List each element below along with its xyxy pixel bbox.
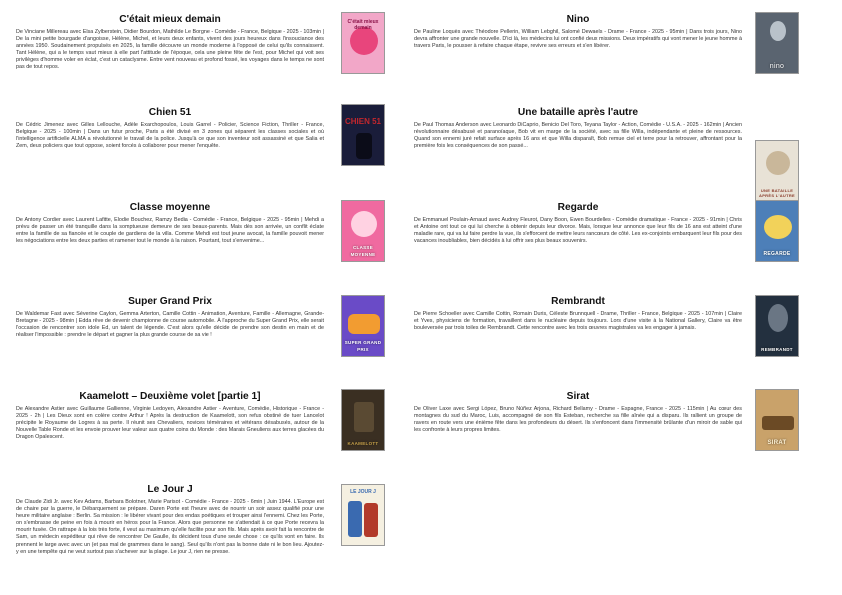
poster-title: SUPER GRAND PRIX	[344, 340, 382, 352]
film-title: Rembrandt	[551, 296, 605, 307]
film-description: De Pauline Loquès avec Théodore Pellerin, William Lebghil, Salomé Dewaels - Drame - France - 2025 - 95min | Dans trois jours, Nino devra affronter une grande nouvelle. D'ici là, les médecins lui ont confié deux missions. Deux impératifs qui vont mener le jeune homme à travers Paris, le pousser à refaire chaque étape, revivre ses erreurs et s'en libérer.	[414, 29, 742, 50]
film-description: De Emmanuel Poulain-Arnaud avec Audrey Fleurot, Dany Boon, Ewen Bourdelles - Comédie dramatique - France - 2025 - 91min | Chris et Antoine ont tout ce qui lui cherche à obtenir depuis leur divorce. Mais, lorsque leur annonce que leur fils de 16 ans est atteint d'une maladie rare, qui va lui faire perdre la vue, ils s'efforcent de mettre leurs rancœurs de côté. Les ex-conjoints embarquent leur fils pour des vacances inoubliables, bien décidés à lui offrir ses plus beaux souvenirs.	[414, 217, 742, 245]
poster-figure	[762, 416, 794, 430]
film-title: Classe moyenne	[129, 202, 211, 213]
poster-figure	[350, 27, 378, 55]
poster-title: KAAMELOTT	[347, 441, 379, 446]
poster-title: SIRAT	[767, 440, 787, 446]
film-entry	[414, 296, 742, 347]
film-description: De Antony Cordier avec Laurent Lafitte, Élodie Bouchez, Ramzy Bedia - Comédie - France, Belgique - 2025 - 95min | Mehdi a prévu de passer un été tranquille dans la somptueuse demeure de ses beaux-parents. Mais dès son arrivée, un conflit éclate entre la famille de sa fiancée et le couple de gardiens de la villa. Comme Mehdi est tout jeune avocat, la famille pouvoit mener les négociations entre les deux parties et ramener tout le monde à la raison. Pourtant, tout s'envenime...	[16, 217, 324, 245]
poster-figure	[356, 133, 372, 159]
film-poster	[341, 389, 385, 451]
poster-title: nino	[769, 63, 785, 70]
poster-figure	[764, 215, 792, 239]
film-entry	[16, 484, 324, 591]
film-description: De Vinciane Millereau avec Elsa Zylberstein, Didier Bourdon, Mathilde Le Borgne - Comédie - France, Belgique - 2025 - 103min | De la mini petite bourgade d'angoisse, Hélène, Michel, et leurs deux enfants, vivent des jours heureux dans l'insouciance des années 1950. Soudainement propulsés en 2025, la famille découvre un monde moderne à l'opposé de celui qu'ils connaissent. Tant Hélène, qui a le temps vaut mieux à elle part l'attitude de l'époque, cela une pleine fête de l'est, pour Michel qui voit ses privilèges d'homme voler en éclat, c'est un cataclysme. Entre vent nouveau et profond fossé, les voyages dans le temps ne sont pas de tout repos.	[16, 29, 324, 71]
film-poster	[755, 140, 799, 202]
film-title: Le Jour J	[147, 484, 193, 495]
film-entry	[16, 296, 324, 355]
film-entry	[414, 202, 742, 267]
poster-figure	[348, 314, 380, 334]
film-poster	[341, 200, 385, 262]
poster-title: UNE BATAILLE APRÈS L'AUTRE	[759, 188, 795, 198]
poster-figure	[354, 402, 374, 432]
film-title: Sirat	[566, 391, 590, 402]
right-column	[410, 0, 820, 595]
film-description: De Oliver Laxe avec Sergi López, Bruno Núñez Arjona, Richard Bellamy - Drame - Espagne, France - 2025 - 115min | Au cœur des montagnes du sud du Maroc, Luis, accompagné de son fils Esteban, recherche sa fille aînée qui a disparu. Ils rallient un groupe de ravers en route vers une énième fête dans les profondeurs du désert. Ils s'enfoncent dans l'immensité brûlante d'un miroir de sable qui les confronte à leurs propres limites.	[414, 406, 742, 434]
poster-figure	[768, 304, 788, 332]
film-title: Une bataille après l'autre	[517, 107, 639, 118]
poster-title: CLASSE MOYENNE	[350, 245, 376, 257]
poster-title: C'était mieux demain	[347, 19, 379, 31]
film-entry	[414, 14, 742, 65]
film-title: Nino	[566, 14, 590, 25]
film-description: De Paul Thomas Anderson avec Leonardo DiCaprio, Benicio Del Toro, Teyana Taylor - Action, Comédie - U.S.A. - 2025 - 162min | Ancien révolutionnaire désabusé et paranoïaque, Bob vit en marge de la société, avec sa fille Willa, indépendante et pleine de ressources. Quand son ennemi juré refait surface après 16 ans et que Willa disparaît, Bob remue ciel et terre pour la retrouver, affrontant pour la première fois les conséquences de son passé...	[414, 122, 742, 150]
film-description: De Claude Zidi Jr. avec Kev Adams, Barbara Bolotner, Marie Parisot - Comédie - France - 2025 - 6min | Juin 1944. L'Europe est de chaire par la guerre, le Débarquement se prépare. Daren Porte est l'heure avec de nourrir un soir assez qualifié pour une heure militaire anglaise : Berlin. Sa mission : le libérer vivant pour des endas poétiques et trouper ainsi l'ennemi. Chez les Porte, on s'embrasse de peine en fois à mourir en héros pour la France. Alors que personne ne s'attendait à ce que Porte recevra la mourir fusée. On rattrape à la lois très forte, il veut au maximum qu'elle facilite pour son fils. Mais après avoir fait la rencontre de Sam, un médecin expéditeur qui rêve de rencontrer De Gaulle, ils décident tous d'une seule chose : ce qu'ils vont en faire. Ils prennent le large avec avec un (et pas mal de grammes dans le sang). Seul qu'ils n'ont pas la bonne date ni le bon lieu. Ajoutez-y en une tempête qui ne veut surtout pas s'achever sur la plage. Le jour J, rien ne presse.	[16, 499, 324, 555]
film-description: De Waldemar Fast avec Séverine Caylon, Gemma Arterton, Camille Cottin - Animation, Aventure, Famille - Allemagne, Grande-Bretagne - 2025 - 98min | Edda rêve de devenir championne de course automobile. À l'approche du Super Grand Prix, elle serait l'occasion de rencontrer son idole Ed, un talent de légende. C'est alors qu'elle décide de prendre son destin en main et de réaliser l'impossible : prendre le départ et gagner la plus grande course de sa vie !	[16, 311, 324, 339]
film-entry	[16, 14, 324, 93]
film-poster	[341, 12, 385, 74]
poster-figure	[351, 211, 377, 237]
film-poster	[341, 104, 385, 166]
film-poster	[755, 12, 799, 74]
film-title: Super Grand Prix	[128, 296, 212, 307]
poster-title: LE JOUR J	[350, 489, 376, 495]
film-title: Chien 51	[148, 107, 192, 118]
poster-figure	[770, 21, 786, 41]
film-entry	[414, 107, 742, 166]
film-poster	[755, 295, 799, 357]
film-description: De Alexandre Astier avec Guillaume Gallienne, Virginie Ledoyen, Alexandre Astier - Aventure, Comédie, Historique - France - 2025 - 2h | Les Dieux sont en colère contre Arthur ! Après la destruction de Kaamelott, son refus obstiné de tuer Lancelot précipite le Royaume de Logres à sa perte. Il réunit ses Chevaliers, novices téméraires et vétérans désabusés, autour de la Nouvelle Table Ronde et les envoie prouver leur valeur aux quatre coins du Monde : des Marais Gneuliens aux terres glacées du Dragon Opalescent.	[16, 406, 324, 441]
film-title: Regarde	[557, 202, 599, 213]
left-column	[0, 0, 410, 595]
poster-title: REGARDE	[763, 251, 791, 257]
film-description: De Pierre Schoeller avec Camille Cottin, Romain Duris, Céleste Brunnquell - Drame, Thriller - France, Belgique - 2025 - 107min | Claire et Yves, physiciens de formation, travaillent dans le nucléaire depuis toujours. Lors d'une visite à la National Gallery, Claire va être bouleversée par trois toiles de Rembrandt. Cette rencontre avec les trois œuvres magistrales va les engager à jamais.	[414, 311, 742, 332]
film-title: Kaamelott – Deuxième volet [partie 1]	[79, 391, 261, 402]
film-description: De Cédric Jimenez avec Gilles Lellouche, Adèle Exarchopoulos, Louis Garrel - Policier, Science Fiction, Thriller - France, Belgique - 2025 - 100min | Dans un futur proche, Paris a été divisé en 3 zones qui séparent les classes sociales et où l'intelligence artificielle ALMA a révolutionné le travail de la police. Jusqu'à ce que son inventeur soit assassiné et que Salia et Zem, deux policiers que tout oppose, soient forcés à collaborer pour mener l'enquête.	[16, 122, 324, 150]
poster-title: REMBRANDT	[761, 347, 793, 352]
film-title: C'était mieux demain	[119, 14, 221, 25]
poster-figure	[364, 503, 378, 537]
poster-figure	[348, 501, 362, 537]
poster-figure	[766, 151, 790, 175]
film-entry	[16, 202, 324, 275]
film-entry	[16, 391, 324, 464]
film-poster	[755, 200, 799, 262]
poster-title: CHIEN 51	[344, 117, 381, 126]
film-entry	[414, 391, 742, 456]
film-poster	[755, 389, 799, 451]
film-entry	[16, 107, 324, 172]
film-poster	[341, 484, 385, 546]
film-poster	[341, 295, 385, 357]
